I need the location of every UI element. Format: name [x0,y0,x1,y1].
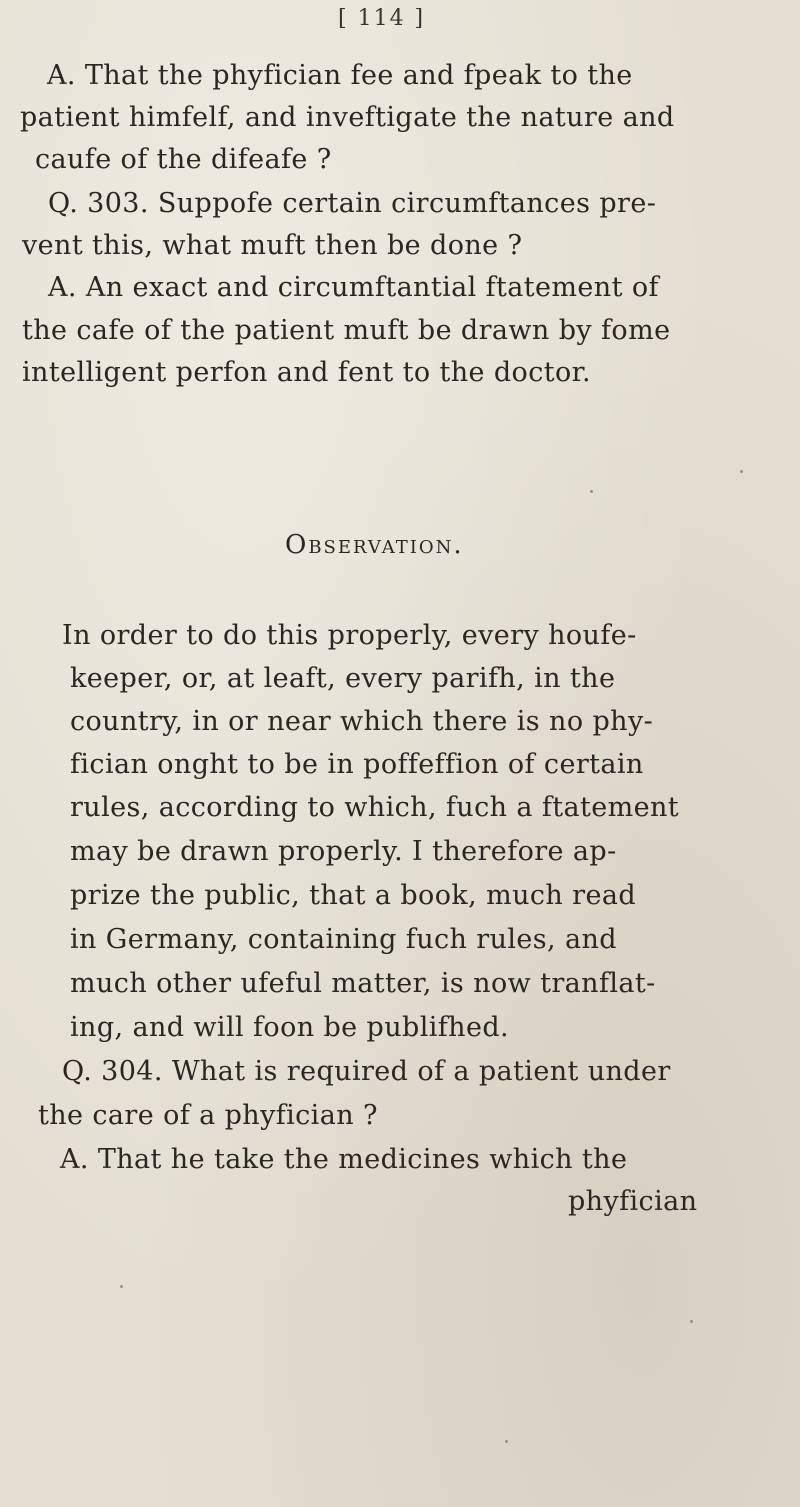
text-line: A. An exact and circumftantial ftatement of [48,272,659,303]
text-line: keeper, or, at leaft, every parifh, in the [70,663,616,694]
text-line: much other ufeful matter, is now tranflat- [70,968,656,999]
text-line: ing, and will foon be publifhed. [70,1012,509,1043]
text-line: in Germany, containing fuch rules, and [70,924,617,955]
text-line: caufe of the difeafe ? [35,144,332,175]
text-line: In order to do this properly, every houfe- [62,620,637,651]
paper-speck [505,1440,508,1443]
text-line: may be drawn properly. I therefore ap- [70,836,617,867]
text-line: the cafe of the patient muft be drawn by fome [22,315,671,346]
catchword: phyfician [568,1186,698,1217]
text-line: A. That the phyfician fee and fpeak to the [47,60,633,91]
text-line: rules, according to which, fuch a ftatement [70,792,680,823]
paper-speck [590,490,593,493]
text-line: vent this, what muft then be done ? [22,230,523,261]
text-line: country, in or near which there is no phy- [70,706,654,737]
paper-speck [740,470,743,473]
text-line: Q. 303. Suppofe certain circumftances pre- [48,188,657,219]
page-number: [ 114 ] [338,6,426,31]
text-line: Q. 304. What is required of a patient under [62,1056,671,1087]
text-line: prize the public, that a book, much read [70,880,637,911]
section-heading: Observation. [285,530,464,560]
text-line: A. That he take the medicines which the [60,1144,628,1175]
text-line: fician onght to be in poffeffion of certain [70,749,644,780]
text-line: intelligent perfon and fent to the doctor. [22,357,591,388]
text-line: patient himfelf, and inveftigate the nature and [20,102,675,133]
text-line: the care of a phyfician ? [38,1100,378,1131]
paper-speck [120,1285,123,1288]
paper-speck [690,1320,693,1323]
